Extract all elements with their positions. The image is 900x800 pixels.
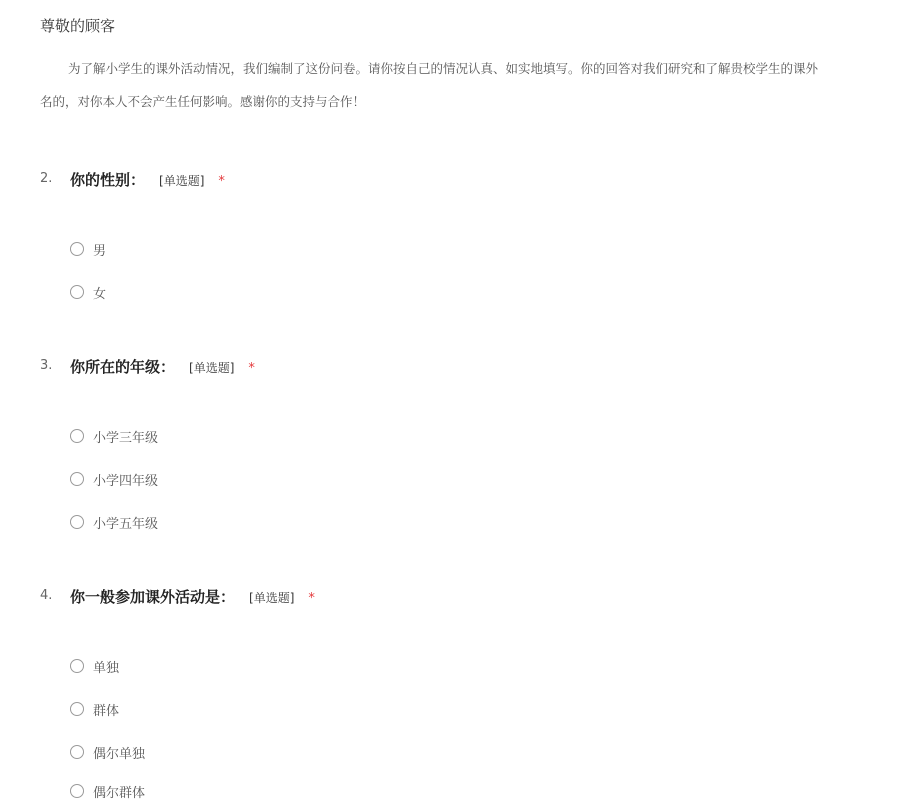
option-male[interactable] [70,240,106,258]
required-mark: * [218,174,225,189]
question-title-text: 你一般参加课外活动是： [70,588,236,606]
radio-button[interactable] [70,472,84,486]
intro-paragraph [40,52,900,118]
radio-button[interactable] [70,659,84,673]
option-alone[interactable] [70,657,119,675]
radio-button[interactable] [70,515,84,529]
radio-button[interactable] [70,285,84,299]
option-label: 单独 [93,660,120,676]
option-label: 群体 [93,703,120,719]
option-grade-4[interactable] [70,470,158,488]
required-mark: * [308,591,315,606]
question-type-label: [单选题] [249,591,295,605]
option-label: 女 [93,286,107,302]
question-title [70,169,225,190]
option-label: 小学四年级 [93,473,159,489]
intro-line-2: 名的，对你本人不会产生任何影响。感谢你的支持与合作！ [40,94,366,109]
question-title [70,586,315,607]
option-label: 男 [93,243,107,259]
question-number: 2. [40,171,53,186]
option-sometimes-group[interactable] [70,782,145,800]
option-label: 小学三年级 [93,430,159,446]
option-sometimes-alone[interactable] [70,743,145,761]
option-grade-5[interactable] [70,513,158,531]
required-mark: * [248,361,255,376]
question-number: 4. [40,588,53,603]
option-group[interactable] [70,700,119,718]
question-number: 3. [40,358,53,373]
option-label: 偶尔单独 [93,746,146,762]
option-label: 小学五年级 [93,516,159,532]
radio-button[interactable] [70,784,84,798]
radio-button[interactable] [70,745,84,759]
question-type-label: [单选题] [189,361,235,375]
greeting-title: 尊敬的顾客 [40,17,116,35]
question-type-label: [单选题] [159,174,205,188]
option-label: 偶尔群体 [93,785,146,800]
question-title-text: 你所在的年级： [70,358,176,376]
radio-button[interactable] [70,242,84,256]
intro-line-1: 为了解小学生的课外活动情况，我们编制了这份问卷。请你按自己的情况认真、如实地填写。你的回答对我们研究和了解贵校学生的课外 [68,61,819,76]
option-grade-3[interactable] [70,427,158,445]
radio-button[interactable] [70,702,84,716]
option-female[interactable] [70,283,106,301]
question-title-text: 你的性别： [70,171,146,189]
question-title [70,356,255,377]
radio-button[interactable] [70,429,84,443]
